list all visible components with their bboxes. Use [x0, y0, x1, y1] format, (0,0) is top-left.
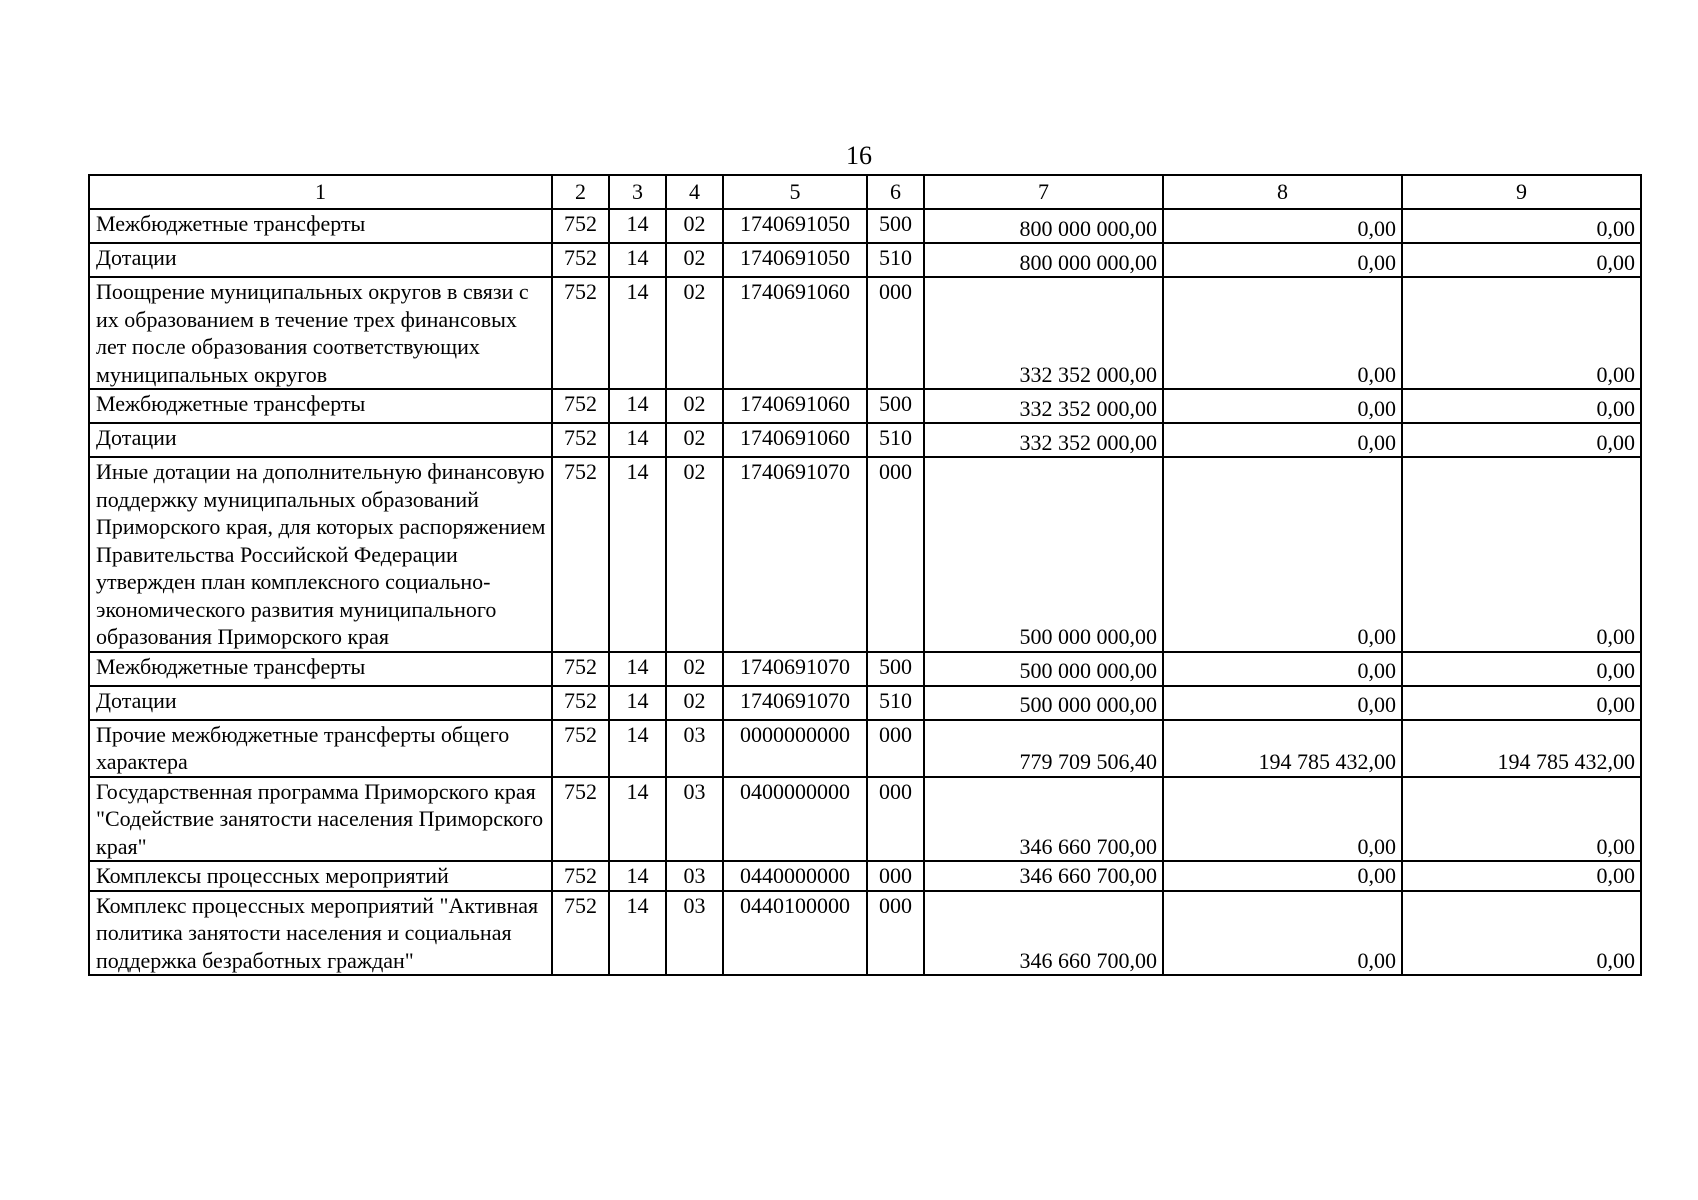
amount-col7-cell: 346 660 700,00 [924, 891, 1163, 976]
amount-col8-cell: 0,00 [1163, 209, 1402, 243]
section-code-cell: 14 [609, 423, 666, 457]
amount-col8-cell: 0,00 [1163, 861, 1402, 891]
column-header: 7 [924, 175, 1163, 209]
subsection-code-cell: 03 [666, 720, 723, 777]
amount-col7-cell: 332 352 000,00 [924, 277, 1163, 389]
row-name-cell: Прочие межбюджетные трансферты общего характера [89, 720, 552, 777]
amount-col9-cell: 0,00 [1402, 686, 1641, 720]
ministry-code-cell: 752 [552, 243, 609, 277]
expense-type-code-cell: 000 [867, 861, 924, 891]
ministry-code-cell: 752 [552, 777, 609, 862]
ministry-code-cell: 752 [552, 720, 609, 777]
table-row [89, 389, 1641, 423]
subsection-code-cell: 02 [666, 457, 723, 652]
section-code-cell: 14 [609, 389, 666, 423]
column-header: 3 [609, 175, 666, 209]
row-name-cell: Дотации [89, 423, 552, 457]
ministry-code-cell: 752 [552, 457, 609, 652]
ministry-code-cell: 752 [552, 209, 609, 243]
amount-col7-cell: 332 352 000,00 [924, 423, 1163, 457]
table-row [89, 652, 1641, 686]
row-name-cell: Иные дотации на дополнительную финансовую поддержку муниципальных образований Приморского края, для которых распоряжением Правительства Российской Федерации утвержден план комплексного социально-экономического развития муниципального образования Приморского края [89, 457, 552, 652]
section-code-cell: 14 [609, 243, 666, 277]
row-name-cell: Дотации [89, 243, 552, 277]
amount-col9-cell: 0,00 [1402, 652, 1641, 686]
column-header: 2 [552, 175, 609, 209]
amount-col7-cell: 500 000 000,00 [924, 686, 1163, 720]
section-code-cell: 14 [609, 777, 666, 862]
amount-col9-cell: 0,00 [1402, 277, 1641, 389]
amount-col7-cell: 800 000 000,00 [924, 209, 1163, 243]
table-row [89, 243, 1641, 277]
amount-col8-cell: 0,00 [1163, 457, 1402, 652]
subsection-code-cell: 02 [666, 686, 723, 720]
amount-col9-cell: 0,00 [1402, 457, 1641, 652]
amount-col8-cell: 0,00 [1163, 891, 1402, 976]
expense-type-code-cell: 000 [867, 777, 924, 862]
amount-col9-cell: 0,00 [1402, 891, 1641, 976]
subsection-code-cell: 03 [666, 777, 723, 862]
amount-col9-cell: 0,00 [1402, 243, 1641, 277]
row-name-cell: Комплекс процессных мероприятий "Активная политика занятости населения и социальная поддержка безработных граждан" [89, 891, 552, 976]
target-article-code-cell: 1740691070 [723, 652, 867, 686]
section-code-cell: 14 [609, 891, 666, 976]
table-row [89, 777, 1641, 862]
expense-type-code-cell: 510 [867, 423, 924, 457]
ministry-code-cell: 752 [552, 861, 609, 891]
column-header: 6 [867, 175, 924, 209]
expense-type-code-cell: 510 [867, 686, 924, 720]
subsection-code-cell: 02 [666, 243, 723, 277]
section-code-cell: 14 [609, 861, 666, 891]
amount-col7-cell: 779 709 506,40 [924, 720, 1163, 777]
target-article-code-cell: 1740691070 [723, 686, 867, 720]
amount-col8-cell: 0,00 [1163, 423, 1402, 457]
row-name-cell: Дотации [89, 686, 552, 720]
amount-col9-cell: 0,00 [1402, 777, 1641, 862]
target-article-code-cell: 0440000000 [723, 861, 867, 891]
amount-col8-cell: 0,00 [1163, 277, 1402, 389]
target-article-code-cell: 0440100000 [723, 891, 867, 976]
ministry-code-cell: 752 [552, 686, 609, 720]
subsection-code-cell: 03 [666, 861, 723, 891]
table-row [89, 686, 1641, 720]
ministry-code-cell: 752 [552, 891, 609, 976]
amount-col8-cell: 0,00 [1163, 686, 1402, 720]
target-article-code-cell: 1740691050 [723, 209, 867, 243]
amount-col8-cell: 0,00 [1163, 777, 1402, 862]
target-article-code-cell: 0400000000 [723, 777, 867, 862]
amount-col7-cell: 500 000 000,00 [924, 457, 1163, 652]
ministry-code-cell: 752 [552, 277, 609, 389]
target-article-code-cell: 1740691070 [723, 457, 867, 652]
expense-type-code-cell: 000 [867, 277, 924, 389]
amount-col7-cell: 346 660 700,00 [924, 861, 1163, 891]
section-code-cell: 14 [609, 457, 666, 652]
subsection-code-cell: 02 [666, 277, 723, 389]
column-number-row [89, 175, 1641, 209]
row-name-cell: Межбюджетные трансферты [89, 652, 552, 686]
section-code-cell: 14 [609, 686, 666, 720]
amount-col7-cell: 500 000 000,00 [924, 652, 1163, 686]
table-row [89, 457, 1641, 652]
ministry-code-cell: 752 [552, 423, 609, 457]
target-article-code-cell: 0000000000 [723, 720, 867, 777]
row-name-cell: Комплексы процессных мероприятий [89, 861, 552, 891]
subsection-code-cell: 02 [666, 652, 723, 686]
expense-type-code-cell: 000 [867, 457, 924, 652]
expense-type-code-cell: 500 [867, 209, 924, 243]
table-row [89, 861, 1641, 891]
table-row [89, 891, 1641, 976]
target-article-code-cell: 1740691060 [723, 389, 867, 423]
expense-type-code-cell: 500 [867, 652, 924, 686]
subsection-code-cell: 02 [666, 423, 723, 457]
expense-type-code-cell: 500 [867, 389, 924, 423]
section-code-cell: 14 [609, 277, 666, 389]
subsection-code-cell: 02 [666, 389, 723, 423]
amount-col8-cell: 0,00 [1163, 389, 1402, 423]
subsection-code-cell: 03 [666, 891, 723, 976]
table-row [89, 423, 1641, 457]
subsection-code-cell: 02 [666, 209, 723, 243]
amount-col9-cell: 0,00 [1402, 423, 1641, 457]
column-header: 4 [666, 175, 723, 209]
section-code-cell: 14 [609, 652, 666, 686]
row-name-cell: Поощрение муниципальных округов в связи с их образованием в течение трех финансовых лет после образования соответствующих муниципальных округов [89, 277, 552, 389]
target-article-code-cell: 1740691060 [723, 277, 867, 389]
budget-table [88, 174, 1642, 976]
column-header: 8 [1163, 175, 1402, 209]
amount-col8-cell: 194 785 432,00 [1163, 720, 1402, 777]
amount-col8-cell: 0,00 [1163, 652, 1402, 686]
amount-col9-cell: 0,00 [1402, 209, 1641, 243]
expense-type-code-cell: 510 [867, 243, 924, 277]
amount-col7-cell: 800 000 000,00 [924, 243, 1163, 277]
amount-col7-cell: 346 660 700,00 [924, 777, 1163, 862]
amount-col7-cell: 332 352 000,00 [924, 389, 1163, 423]
amount-col9-cell: 0,00 [1402, 861, 1641, 891]
row-name-cell: Межбюджетные трансферты [89, 209, 552, 243]
column-header: 9 [1402, 175, 1641, 209]
expense-type-code-cell: 000 [867, 891, 924, 976]
page-number: 16 [846, 141, 872, 170]
section-code-cell: 14 [609, 720, 666, 777]
row-name-cell: Межбюджетные трансферты [89, 389, 552, 423]
table-row [89, 209, 1641, 243]
ministry-code-cell: 752 [552, 389, 609, 423]
target-article-code-cell: 1740691050 [723, 243, 867, 277]
amount-col9-cell: 0,00 [1402, 389, 1641, 423]
table-row [89, 720, 1641, 777]
column-header: 1 [89, 175, 552, 209]
column-header: 5 [723, 175, 867, 209]
table-body [89, 209, 1641, 975]
table-row [89, 277, 1641, 389]
expense-type-code-cell: 000 [867, 720, 924, 777]
amount-col9-cell: 194 785 432,00 [1402, 720, 1641, 777]
section-code-cell: 14 [609, 209, 666, 243]
ministry-code-cell: 752 [552, 652, 609, 686]
row-name-cell: Государственная программа Приморского края "Содействие занятости населения Приморского края" [89, 777, 552, 862]
target-article-code-cell: 1740691060 [723, 423, 867, 457]
amount-col8-cell: 0,00 [1163, 243, 1402, 277]
